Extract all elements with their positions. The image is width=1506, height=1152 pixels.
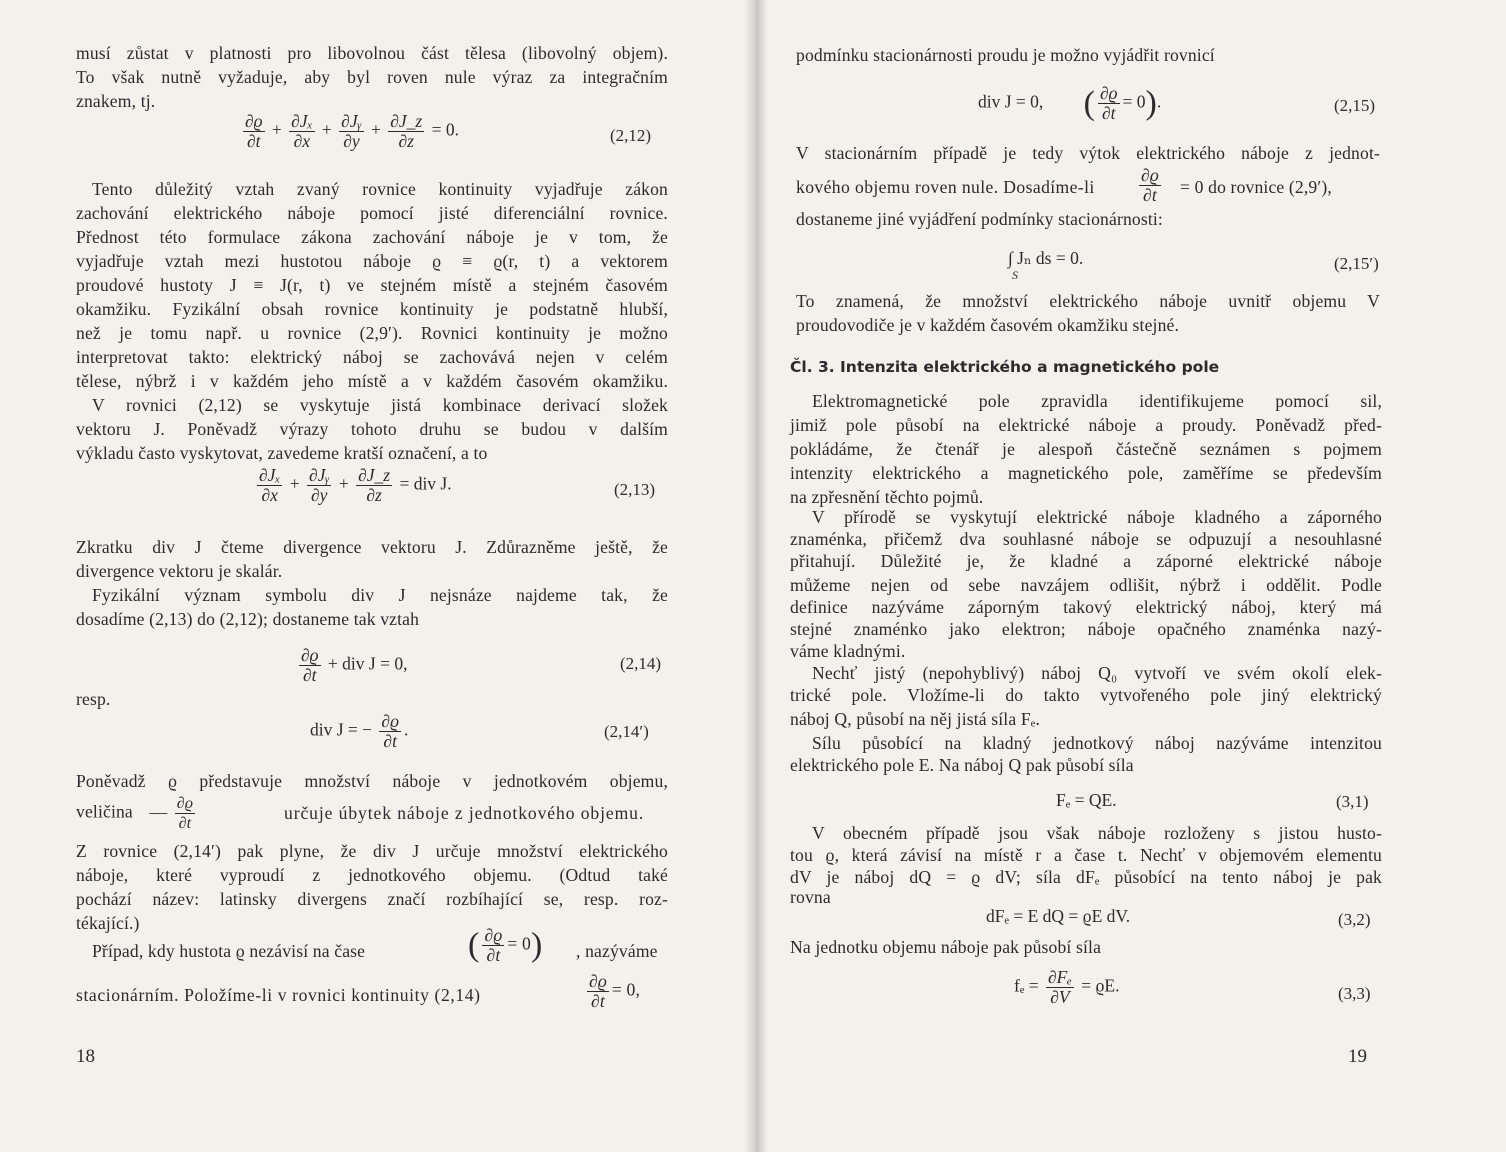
equation-2-14: $\frac{\partial ϱ}{\partial t}$ + div J = 0, [301,645,408,685]
equation-number: (2,15′) [1334,254,1379,273]
equation-number: (3,3) [1338,984,1371,1003]
text-line: Z rovnice (2,14′) pak plyne, že div J určuje množství elektrického [76,841,668,861]
text-line: Nechť jistý (nepohyblivý) náboj Q₀ vytvoří ve svém okolí elek- [812,663,1382,683]
left-page: musí zůstat v platnosti pro libovolnou část tělesa (libovolný objem). To však nutně vyžaduje, aby byl roven nule výraz za integračním znakem, tj. $\frac{\partial ϱ}{\partial t}$ + $\frac{\text{∂Jₓ}}{\partial x}$ + $\frac{\text{∂Jᵧ}}{\partial y}$ + $\frac{\partial J\_z}{\partial z}$ = 0. (2,12) Tento důležitý vztah zvaný rovnice kontinuity vyjadřuje zákon zachování elektrického náboje pomocí jisté diferenciální rovnice. Přednost této formulace zákona zachování náboje je v tom, že vyjadřuje vztah mezi hustotou náboje ϱ ≡ ϱ(r, t) a vektorem proudové hustoty J ≡ J(r, t) ve stejném místě a stejném časovém okamžiku. Fyzikální obsah rovnice kontinuity je podstatně hlubší, než je tomu např. u rovnice (2,9′). Rovnici kontinuity je možno interpretovat takto: elektrický náboj se zachovává nejen v celém tělese, nýbrž i v každém jeho místě a v každém časovém okamžiku. V rovnici (2,12) se vyskytuje jistá kombinace derivací složek vektoru J. Poněvadž výrazy tohoto druhu se budou v dalším výkladu často vyskytovat, zavedeme kratší označení, a to $\frac{\text{∂Jₓ}}{\partial x}$ + $\frac{\text{∂Jᵧ}}{\partial y}$ + $\frac{\partial J\_z}{\partial z}$ = div J. (2,13) Zkratku div J čteme divergence vektoru J. Zdůrazněme ještě, že divergence vektoru je skalár. Fyzikální význam symbolu div J nejsnáze najdeme tak, že dosadíme (2,13) do (2,12); dostaneme tak vztah $\frac{\partial ϱ}{\partial t}$ + div J = 0, (2,14) resp. div J = − $\frac{\partial ϱ}{\partial t}$ . (2,14′) Poněvadž ϱ představuje množství náboje v jednotkovém objemu, veličina — $\frac{\partial ϱ}{\partial t}$ určuje úbytek náboje z jednotkového objemu. Z rovnice (2,14′) pak plyne, že div J určuje množství elektrického náboje, které vyproudí z jednotkového objemu. (Odtud také pochází název: latinsky divergens značí rozbíhající se, resp. roz- tékající.) Případ, kdy hustota ϱ nezávisí na čase ( $\frac{\partial ϱ}{\partial t}$ = 0) , nazýváme stacionárním. Položíme-li v rovnici kontinuity (2,14) $\frac{\partial ϱ}{\partial t}$ = 0, 18 [76,43,668,1067]
text-line: znakem, tj. [76,91,156,111]
text-line: musí zůstat v platnosti pro libovolnou část tělesa (libovolný objem). [76,43,668,63]
text-line: než je tomu např. u rovnice (2,9′). Rovnici kontinuity je možno [76,323,668,343]
text-line: V stacionárním případě je tedy výtok elektrického náboje z jednot- [796,143,1380,163]
equation-2-12: $\frac{\partial ϱ}{\partial t}$ + $\frac{\text{∂Jₓ}}{\partial x}$ + $\frac{\text{∂Jᵧ}}{\partial y}$ + $\frac{\partial J\_z}{\partial z}$ = 0. [245,111,459,151]
equation-number: (2,14) [620,654,662,673]
text-line: To však nutně vyžaduje, aby byl roven nule výraz za integračním [76,67,668,87]
text-line: Na jednotku objemu náboje pak působí síla [790,937,1102,957]
section-heading: Čl. 3. Intenzita elektrického a magnetického pole [790,358,1220,376]
fraction: $\frac{\text{∂Jₓ}}{\partial x}$ [259,465,281,505]
text-line: V rovnici (2,12) se vyskytuje jistá kombinace derivací složek [92,395,668,415]
text-line: elektrického pole E. Na náboj Q pak působí síla [790,755,1134,775]
text-line: pochází název: latinsky divergens značí rozbíhající se, resp. roz- [76,889,668,909]
fraction: $\frac{\partial ϱ}{\partial t}$ [1141,165,1159,205]
text-line: Tento důležitý vztah zvaný rovnice kontinuity vyjadřuje zákon [92,179,668,199]
text-line: Fyzikální význam symbolu div J nejsnáze najdeme tak, že [92,585,668,605]
equation-3-1: Fₑ = QE. [1056,790,1117,810]
equation-2-15-prime: ∫ Jₙ ds = 0. S [1008,248,1084,282]
text-line: pokládáme, že čtenář je alespoň částečně seznámen s pojmem [790,439,1382,459]
text-line: proudovodiče je v každém časovém okamžiku stejné. [796,315,1180,335]
text-line: To znamená, že množství elektrického náboje uvnitř objemu V [796,291,1380,311]
fraction: $\frac{\text{∂Jᵧ}}{\partial y}$ [309,465,330,505]
text-line: resp. [76,689,111,709]
text-line: Zkratku div J čteme divergence vektoru J. Zdůrazněme ještě, že [76,537,668,557]
equation-3-3: fₑ = $\frac{\text{∂Fₑ}}{\partial V}$ = ϱE. [1014,967,1120,1007]
text-line: dosadíme (2,13) do (2,12); dostaneme tak vztah [76,609,420,629]
right-page: podmínku stacionárnosti proudu je možno vyjádřit rovnicí div J = 0, ( $\frac{\partial ϱ}{\partial t}$ = 0). (2,15) V stacionárním případě je tedy výtok elektrického náboje z jednot- kového objemu roven nule. Dosadíme-li $\frac{\partial ϱ}{\partial t}$ = 0 do rovnice (2,9′), dostaneme jiné vyjádření podmínky stacionárnosti: ∫ Jₙ ds = 0. S (2,15′) To znamená, že množství elektrického náboje uvnitř objemu V proudovodiče je v každém časovém okamžiku stejné. Čl. 3. Intenzita elektrického a magnetického pole Elektromagnetické pole zpravidla identifikujeme pomocí sil, jimiž pole působí na elektrické náboje a proudy. Poněvadž před- pokládáme, že čtenář je alespoň částečně seznámen s pojmem intenzity elektrického a magnetického pole, zaměříme se především na zpřesnění těchto pojmů. V přírodě se vyskytují elektrické náboje kladného a záporného znaménka, přičemž dva souhlasné náboje se odpuzují a nesouhlasné přitahují. Důležité je, že kladné a záporné elektrické náboje můžeme nejen od sebe navzájem odlišit, nýbrž i oddělit. Podle definice nazýváme záporným takový elektrický náboj, který má stejné znaménko jako elektron; náboje opačného znaménka nazý- váme kladnými. Nechť jistý (nepohyblivý) náboj Q₀ vytvoří ve svém okolí elek- trické pole. Vložíme-li do takto vytvořeného pole jiný elektrický náboj Q, působí na něj jistá síla Fₑ. Sílu působící na kladný jednotkový náboj nazýváme intenzitou elektrického pole E. Na náboj Q pak působí síla Fₑ = QE. (3,1) V obecném případě jsou však náboje rozloženy s jistou husto- tou ϱ, která závisí na místě r a čase t. Nechť v objemovém elementu dV je náboj dQ = ϱ dV; síla dFₑ působící na tento náboj je pak rovna dFₑ = E dQ = ϱE dV. (3,2) Na jednotku objemu náboje pak působí síla fₑ = $\frac{\text{∂Fₑ}}{\partial V}$ = ϱE. (3,3) 19 [790,45,1382,1067]
fraction: $\frac{\partial ϱ}{\partial t}$ [301,645,319,685]
text-line: přitahují. Důležité je, že kladné a záporné elektrické náboje [790,551,1382,571]
text-line: dostaneme jiné vyjádření podmínky stacionárnosti: [796,209,1163,229]
fraction: $\frac{\partial J\_z}{\partial z}$ [390,111,423,151]
text-line: tělese, nýbrž i v každém jeho místě a v každém časovém okamžiku. [76,371,668,391]
text-line: zachování elektrického náboje pomocí jisté diferenciální rovnice. [76,203,668,223]
text-line: vyjadřuje vztah mezi hustotou náboje ϱ ≡ ϱ(r, t) a vektorem [76,251,668,271]
page-number: 19 [1348,1046,1367,1067]
fraction: $\frac{\partial J\_z}{\partial z}$ [358,465,391,505]
text-line: divergence vektoru je skalár. [76,561,283,581]
equation-2-14-prime: div J = − $\frac{\partial ϱ}{\partial t}$ . [310,711,409,751]
equation-3-2: dFₑ = E dQ = ϱE dV. [986,906,1131,926]
fraction: $\frac{\partial ϱ}{\partial t}$ [484,925,503,965]
text-line: znaménka, přičemž dva souhlasné náboje se odpuzují a nesouhlasné [790,529,1382,549]
text-line: jimiž pole působí na elektrické náboje a proudy. Poněvadž před- [790,415,1382,435]
page-number: 18 [76,1046,95,1067]
text-line: váme kladnými. [790,641,906,661]
text-line: náboj Q, působí na něj jistá síla Fₑ. [790,709,1040,729]
equation-number: (2,15) [1334,96,1376,115]
fraction: $\frac{\text{∂Fₑ}}{\partial V}$ [1047,967,1072,1007]
text-line: intenzity elektrického a magnetického pole, zaměříme se především [790,463,1382,483]
text-line: V přírodě se vyskytují elektrické náboje kladného a záporného [812,507,1382,527]
text-line: stejné znaménko jako elektron; náboje opačného znaménka nazý- [790,619,1382,639]
text-line: veličina — $\frac{\partial ϱ}{\partial t}$ určuje úbytek náboje z jednotkového objemu. [76,795,645,832]
text-line: Elektromagnetické pole zpravidla identifikujeme pomocí sil, [812,391,1382,411]
fraction: $\frac{\text{∂Jᵧ}}{\partial y}$ [341,111,362,151]
equation-number: (3,1) [1336,792,1369,811]
equation-number: (2,12) [610,126,652,145]
equation-number: (3,2) [1338,910,1371,929]
equation-number: (2,14′) [604,722,649,741]
text-line: V obecném případě jsou však náboje rozloženy s jistou husto- [812,823,1382,843]
text-line: na zpřesnění těchto pojmů. [790,487,984,507]
text-line: podmínku stacionárnosti proudu je možno vyjádřit rovnicí [796,45,1215,65]
fraction: $\frac{\partial ϱ}{\partial t}$ [245,111,263,151]
text-line: náboje, které vyproudí z jednotkového objemu. (Odtud také [76,865,668,885]
text-line: trické pole. Vložíme-li do takto vytvořeného pole jiný elektrický [790,685,1382,705]
text-line: tou ϱ, která závisí na místě r a čase t. Nechť v objemovém elementu [790,845,1382,865]
text-line: výkladu často vyskytovat, zavedeme kratší označení, a to [76,443,488,463]
text-line: dV je náboj dQ = ϱ dV; síla dFₑ působící na tento náboj je pak [790,867,1382,887]
fraction: $\frac{\partial ϱ}{\partial t}$ [381,711,399,751]
equation-2-13: $\frac{\text{∂Jₓ}}{\partial x}$ + $\frac{\text{∂Jᵧ}}{\partial y}$ + $\frac{\partial J\_z}{\partial z}$ = div J. [259,465,452,505]
text-line: rovna [790,887,831,907]
fraction: $\frac{\partial ϱ}{\partial t}$ [589,971,607,1011]
equation-number: (2,13) [614,480,656,499]
text-line: proudové hustoty J ≡ J(r, t) ve stejném místě a stejném časovém [76,275,668,295]
text-line: Přednost této formulace zákona zachování náboje je v tom, že [76,227,668,247]
fraction: $\frac{\text{∂Jₓ}}{\partial x}$ [291,111,313,151]
equation-2-15: div J = 0, ( $\frac{\partial ϱ}{\partial t}$ = 0). [978,83,1162,123]
text-line: okamžiku. Fyzikální obsah rovnice kontinuity je podstatně hlubší, [76,299,668,319]
text-line: vektoru J. Poněvadž výrazy tohoto druhu se budou v dalším [76,419,668,439]
text-line: můžeme nejen od sebe navzájem odlišit, nýbrž i oddělit. Podle [790,575,1382,595]
fraction: $\frac{\partial ϱ}{\partial t}$ [1100,83,1118,123]
text-line: definice nazýváme záporným takový elektrický náboj, který má [790,597,1382,617]
text-line: Poněvadž ϱ představuje množství náboje v jednotkovém objemu, [76,771,668,791]
fraction: $\frac{\partial ϱ}{\partial t}$ [176,795,194,832]
text-line: tékající.) [76,913,140,933]
text-line: Sílu působící na kladný jednotkový náboj nazýváme intenzitou [812,733,1382,753]
text-line: interpretovat takto: elektrický náboj se zachovává nejen v celém [76,347,668,367]
